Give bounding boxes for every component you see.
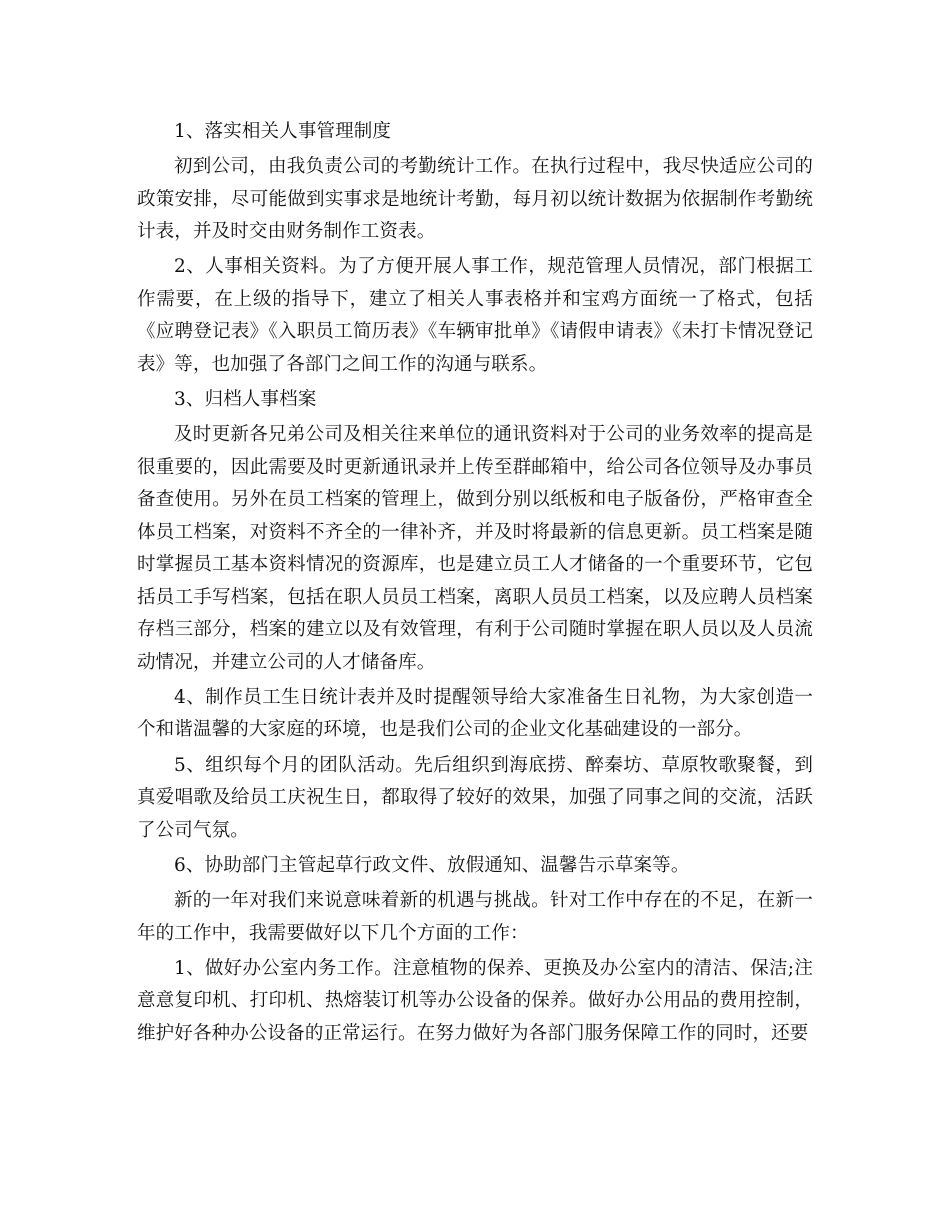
paragraph-8: 6、协助部门主管起草行政文件、放假通知、温馨告示草案等。 (174, 854, 690, 876)
paragraph-6: 4、制作员工生日统计表并及时提醒领导给大家准备生日礼物，为大家创造一个和谐温馨的大家庭的环境，也是我们公司的企业文化基础建设的一部分。 (137, 686, 813, 741)
paragraph-7: 5、组织每个月的团队活动。先后组织到海底捞、醉秦坊、草原牧歌聚餐，到真爱唱歌及给员工庆祝生日，都取得了较好的效果，加强了同事之间的交流，活跃了公司气氛。 (137, 754, 813, 841)
paragraph-10: 1、做好办公室内务工作。注意植物的保养、更换及办公室内的清洁、保洁;注意意复印机、打印机、热熔装订机等办公设备的保养。做好办公用品的费用控制，维护好各种办公设备的正常运行。在努力做好为各部门服务保障工作的同时，还要 (137, 957, 813, 1044)
paragraph-3: 2、人事相关资料。为了方便开展人事工作，规范管理人员情况，部门根据工作需要，在上级的指导下，建立了相关人事表格并和宝鸡方面统一了格式，包括《应聘登记表》《入职员工简历表》《车辆审批单》《请假申请表》《未打卡情况登记表》等，也加强了各部门之间工作的沟通与联系。 (137, 256, 813, 375)
paragraph-9: 新的一年对我们来说意味着新的机遇与挑战。针对工作中存在的不足，在新一年的工作中，我需要做好以下几个方面的工作： (137, 890, 813, 944)
document-body (137, 116, 813, 1053)
paragraph-4: 3、归档人事档案 (174, 389, 317, 411)
paragraph-5: 及时更新各兄弟公司及相关往来单位的通讯资料对于公司的业务效率的提高是很重要的，因此需要及时更新通讯录并上传至群邮箱中，给公司各位领导及办事员备查使用。另外在员工档案的管理上，做到分别以纸板和电子版备份，严格审查全体员工档案，对资料不齐全的一律补齐，并及时将最新的信息更新。员工档案是随时掌握员工基本资料情况的资源库，也是建立员工人才储备的一个重要环节，它包括员工手写档案，包括在职人员员工档案，离职人员员工档案，以及应聘人员档案存档三部分，档案的建立以及有效管理，有利于公司随时掌握在职人员以及人员流动情况，并建立公司的人才储备库。 (137, 424, 813, 673)
paragraph-1: 1、落实相关人事管理制度 (174, 121, 392, 142)
paragraph-2: 初到公司，由我负责公司的考勤统计工作。在执行过程中，我尽快适应公司的政策安排，尽可能做到实事求是地统计考勤，每月初以统计数据为依据制作考勤统计表，并及时交由财务制作工资表。 (137, 156, 813, 243)
